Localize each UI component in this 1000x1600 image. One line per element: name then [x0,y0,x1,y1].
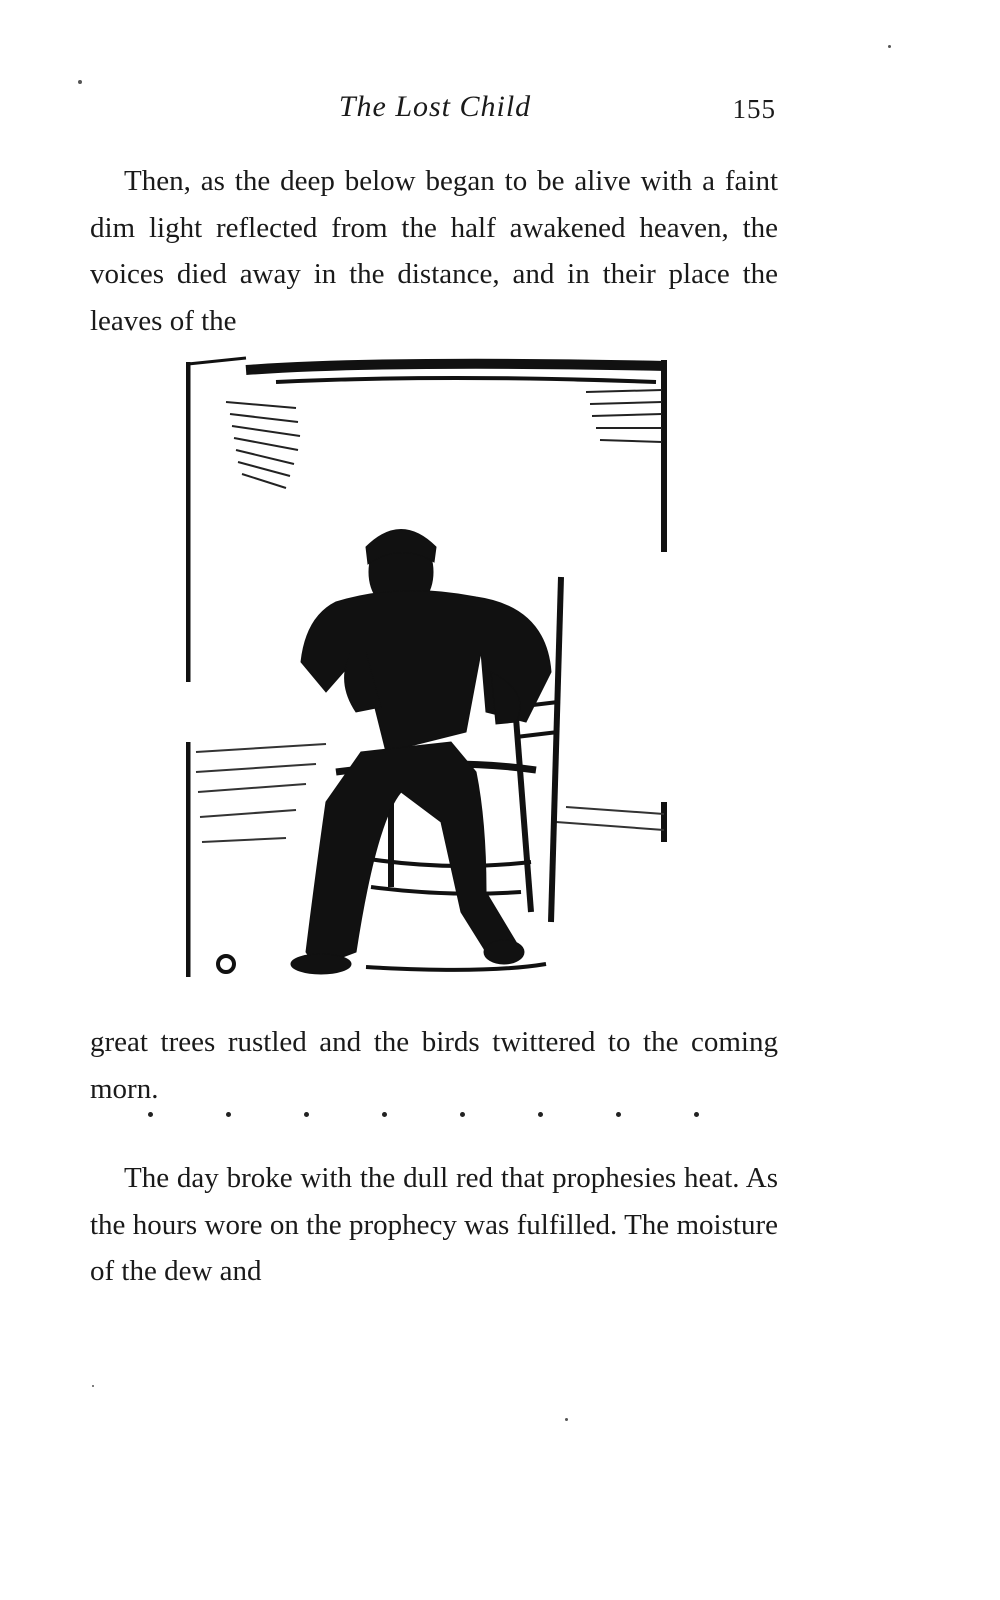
seated-man [291,530,551,975]
page-number: 155 [732,94,776,124]
running-head [90,86,780,126]
hatching [226,390,662,488]
illustration-seated-man [186,352,686,1002]
scan-speck [888,45,891,48]
scan-speck [78,80,82,84]
scan-speck [565,1418,568,1421]
monogram-icon [218,956,234,972]
running-title: The Lost Child [338,90,532,123]
scan-speck [92,1385,94,1387]
paragraph-3: The day broke with the dull red that prophesies heat. As the hours wore on the prophecy was fulfilled. The moisture of the dew and [90,1162,778,1287]
paragraph-2: great trees rustled and the birds twittered to the coming morn. [90,1026,778,1105]
section-separator [148,1112,708,1142]
paragraph-1: Then, as the deep below began to be alive with a faint dim light reflected from the half awakened heaven, the voices died away in the distance, and in their place the leaves of the [90,165,778,337]
